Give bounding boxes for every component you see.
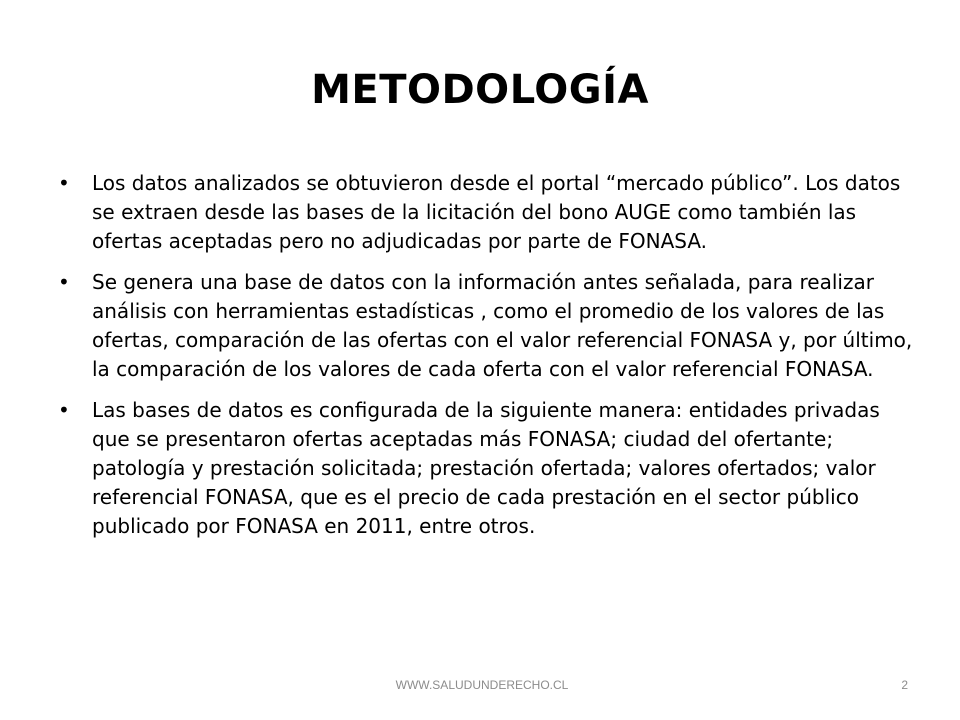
bullet-dot-icon: • (58, 171, 70, 195)
bullet-text: Las bases de datos es configurada de la siguiente manera: entidades privadas que se presentaron ofertas aceptadas más FONASA; ciudad del ofertante; patología y prestación solicitada; prestación ofertada; valores ofertados; valor referencial FONASA, que es el precio de cada prestación en el sector público publicado por FONASA en 2011, entre otros. (92, 398, 880, 538)
bullet-dot-icon: • (58, 270, 70, 294)
bullet-item (56, 396, 916, 541)
page-number: 2 (901, 678, 908, 692)
bullet-item (56, 169, 916, 256)
bullet-list (56, 169, 916, 553)
bullet-text: Se genera una base de datos con la información antes señalada, para realizar análisis con herramientas estadísticas , como el promedio de los valores de las ofertas, comparación de las ofertas con el valor referencial FONASA y, por último, la comparación de los valores de cada oferta con el valor referencial FONASA. (92, 270, 913, 381)
bullet-item (56, 268, 916, 384)
bullet-dot-icon: • (58, 398, 70, 422)
footer-url: WWW.SALUDUNDERECHO.CL (395, 678, 569, 692)
slide-title: METODOLOGÍA (311, 67, 649, 113)
bullet-text: Los datos analizados se obtuvieron desde el portal “mercado público”. Los datos se extraen desde las bases de la licitación del bono AUGE como también las ofertas aceptadas pero no adjudicadas por parte de FONASA. (92, 171, 901, 253)
